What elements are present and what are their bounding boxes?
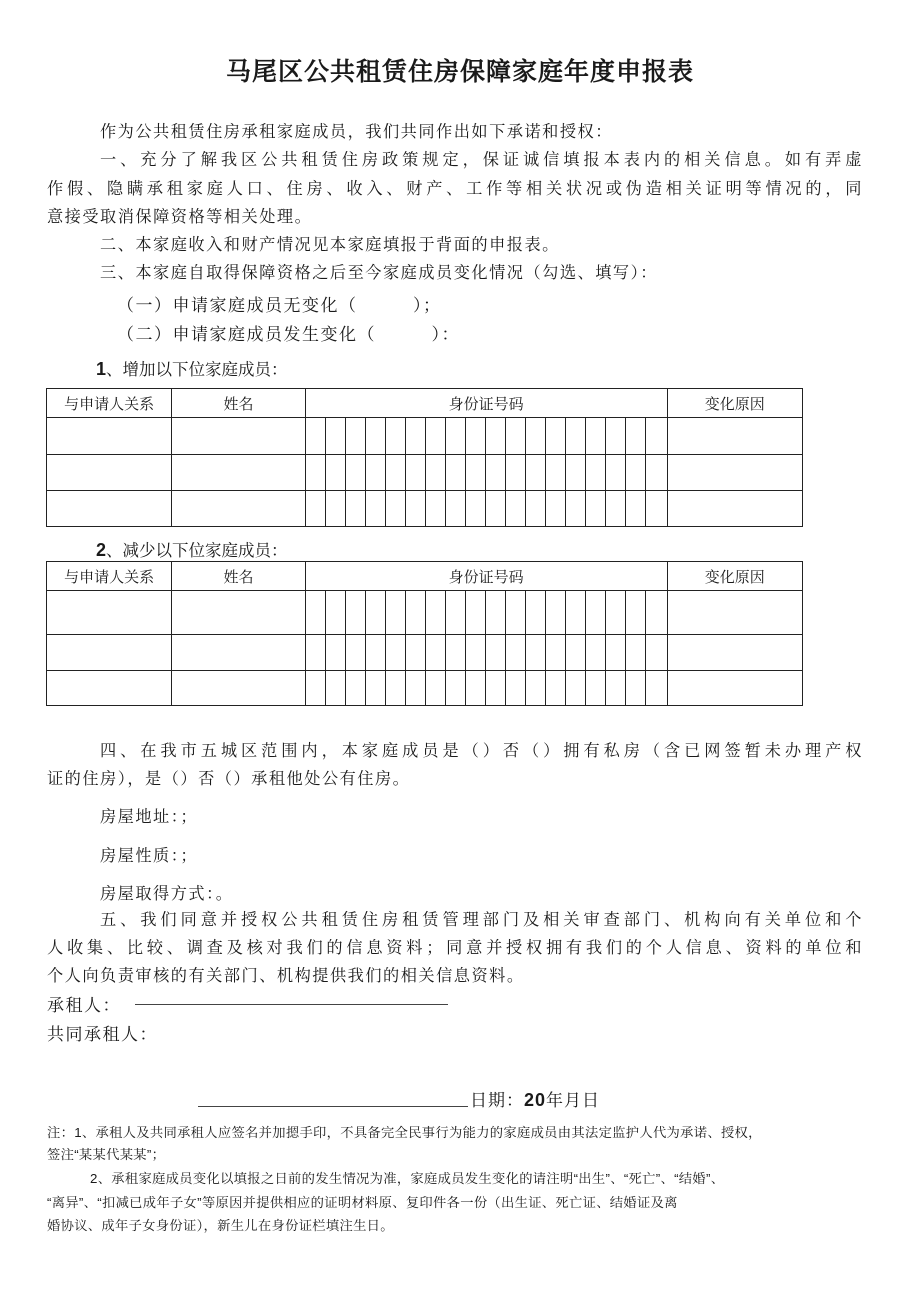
clause-4-line-1: 四、在我市五城区范围内，本家庭成员是（）否（）拥有私房（含已网签暂未办理产权 <box>100 741 863 760</box>
note-1-line-2: 签注“某某代某某”； <box>47 1147 166 1162</box>
id-digit-cell[interactable] <box>365 455 385 491</box>
id-digit-cell[interactable] <box>405 591 425 635</box>
note-2-line-1: 2、承租家庭成员变化以填报之日前的发生情况为准，家庭成员发生变化的请注明“出生”、“死亡”、“结婚”、 <box>90 1171 725 1186</box>
id-digit-cell[interactable] <box>506 635 526 671</box>
header-id-number: 身份证号码 <box>305 562 667 591</box>
note-1-line-1: 注：1、承租人及共同承租人应签名并加摁手印，不具备完全民事行为能力的家庭成员由其法定监护人代为承诺、授权， <box>47 1125 762 1140</box>
id-digit-cell[interactable] <box>506 591 526 635</box>
name-cell[interactable] <box>172 491 305 527</box>
relation-cell[interactable] <box>47 591 172 635</box>
id-digit-cell[interactable] <box>626 455 646 491</box>
id-digit-cell[interactable] <box>546 635 566 671</box>
id-digit-cell[interactable] <box>566 418 586 455</box>
clause-2-text: 二、本家庭收入和财产情况见本家庭填报于背面的申报表。 <box>100 235 560 254</box>
id-digit-cell[interactable] <box>566 635 586 671</box>
name-cell[interactable] <box>172 418 305 455</box>
id-digit-cell[interactable] <box>325 418 345 455</box>
id-digit-cell[interactable] <box>325 491 345 527</box>
id-digit-cell[interactable] <box>445 671 465 706</box>
id-digit-cell[interactable] <box>385 671 405 706</box>
id-digit-cell[interactable] <box>305 635 325 671</box>
name-cell[interactable] <box>172 591 305 635</box>
house-acquire-method[interactable]: 房屋取得方式：。 <box>100 884 234 903</box>
id-digit-cell[interactable] <box>566 491 586 527</box>
id-digit-cell[interactable] <box>606 491 626 527</box>
id-digit-cell[interactable] <box>385 491 405 527</box>
table-row[interactable] <box>47 591 803 635</box>
id-digit-cell[interactable] <box>345 491 365 527</box>
id-digit-cell[interactable] <box>506 455 526 491</box>
add-members-table <box>46 388 803 527</box>
id-digit-cell[interactable] <box>325 455 345 491</box>
id-digit-cell[interactable] <box>586 491 606 527</box>
header-relation: 与申请人关系 <box>47 562 172 591</box>
id-digit-cell[interactable] <box>506 491 526 527</box>
clause-5-line-1: 五、我们同意并授权公共租赁住房租赁管理部门及相关审查部门、机构向有关单位和个 <box>100 910 863 929</box>
id-digit-cell[interactable] <box>526 671 546 706</box>
header-name: 姓名 <box>172 389 305 418</box>
note-2-line-2: “离异”、“扣减已成年子女”等原因并提供相应的证明材料原、复印件各一份（出生证、死亡证、结婚证及离 <box>47 1195 678 1210</box>
change-reason-cell[interactable] <box>667 591 802 635</box>
date-field[interactable]: 日期：20年月日 <box>470 1090 601 1111</box>
id-digit-cell[interactable] <box>385 418 405 455</box>
id-digit-cell[interactable] <box>345 455 365 491</box>
option-changed[interactable]: （二）申请家庭成员发生变化（ ）： <box>117 325 460 345</box>
id-digit-cell[interactable] <box>546 491 566 527</box>
change-reason-cell[interactable] <box>667 455 802 491</box>
id-digit-cell[interactable] <box>586 591 606 635</box>
id-digit-cell[interactable] <box>526 591 546 635</box>
id-digit-cell[interactable] <box>646 591 667 635</box>
id-digit-cell[interactable] <box>586 455 606 491</box>
id-digit-cell[interactable] <box>466 418 486 455</box>
id-digit-cell[interactable] <box>526 418 546 455</box>
id-digit-cell[interactable] <box>405 418 425 455</box>
id-digit-cell[interactable] <box>586 635 606 671</box>
page-title: 马尾区公共租赁住房保障家庭年度申报表 <box>225 57 694 86</box>
id-digit-cell[interactable] <box>526 491 546 527</box>
id-digit-cell[interactable] <box>646 671 667 706</box>
id-digit-cell[interactable] <box>445 635 465 671</box>
id-digit-cell[interactable] <box>486 418 506 455</box>
id-digit-cell[interactable] <box>425 491 445 527</box>
clause-1-line-1: 一、充分了解我区公共租赁住房政策规定，保证诚信填报本表内的相关信息。如有弄虚 <box>100 150 863 169</box>
id-digit-cell[interactable] <box>466 591 486 635</box>
id-digit-cell[interactable] <box>606 635 626 671</box>
id-digit-cell[interactable] <box>305 491 325 527</box>
id-digit-cell[interactable] <box>486 671 506 706</box>
id-digit-cell[interactable] <box>425 635 445 671</box>
id-digit-cell[interactable] <box>425 455 445 491</box>
change-reason-cell[interactable] <box>667 491 802 527</box>
relation-cell[interactable] <box>47 455 172 491</box>
reduce-members-table <box>46 561 803 706</box>
id-digit-cell[interactable] <box>466 635 486 671</box>
name-cell[interactable] <box>172 455 305 491</box>
id-digit-cell[interactable] <box>466 671 486 706</box>
id-digit-cell[interactable] <box>606 455 626 491</box>
table-row[interactable] <box>47 455 803 491</box>
lessee-signature-line[interactable] <box>135 1004 448 1005</box>
id-digit-cell[interactable] <box>486 635 506 671</box>
relation-cell[interactable] <box>47 418 172 455</box>
clause-5-line-3: 个人向负责审核的有关部门、机构提供我们的相关信息资料。 <box>47 966 525 985</box>
table-row[interactable] <box>47 671 803 706</box>
id-digit-cell[interactable] <box>566 455 586 491</box>
id-digit-cell[interactable] <box>425 418 445 455</box>
id-digit-cell[interactable] <box>405 491 425 527</box>
id-digit-cell[interactable] <box>365 671 385 706</box>
id-digit-cell[interactable] <box>546 455 566 491</box>
clause-1-line-3: 意接受取消保障资格等相关处理。 <box>47 207 313 226</box>
id-digit-cell[interactable] <box>325 591 345 635</box>
id-digit-cell[interactable] <box>325 635 345 671</box>
id-digit-cell[interactable] <box>345 635 365 671</box>
id-digit-cell[interactable] <box>445 591 465 635</box>
relation-cell[interactable] <box>47 671 172 706</box>
id-digit-cell[interactable] <box>405 455 425 491</box>
id-digit-cell[interactable] <box>305 591 325 635</box>
header-name: 姓名 <box>172 562 305 591</box>
table-header-row <box>47 389 803 418</box>
section-add-members: 1、增加以下位家庭成员： <box>96 359 288 379</box>
id-digit-cell[interactable] <box>345 591 365 635</box>
id-digit-cell[interactable] <box>305 455 325 491</box>
header-change-reason: 变化原因 <box>667 562 802 591</box>
id-digit-cell[interactable] <box>365 635 385 671</box>
house-address[interactable]: 房屋地址：； <box>100 807 199 826</box>
id-digit-cell[interactable] <box>405 635 425 671</box>
id-digit-cell[interactable] <box>606 671 626 706</box>
id-digit-cell[interactable] <box>425 591 445 635</box>
id-digit-cell[interactable] <box>365 418 385 455</box>
id-digit-cell[interactable] <box>526 635 546 671</box>
id-digit-cell[interactable] <box>546 418 566 455</box>
id-digit-cell[interactable] <box>385 635 405 671</box>
change-reason-cell[interactable] <box>667 635 802 671</box>
id-digit-cell[interactable] <box>646 455 667 491</box>
table-row[interactable] <box>47 635 803 671</box>
id-digit-cell[interactable] <box>486 591 506 635</box>
clause-4-line-2: 证的住房），是（）否（）承租他处公有住房。 <box>47 769 411 788</box>
id-digit-cell[interactable] <box>646 635 667 671</box>
id-digit-cell[interactable] <box>445 455 465 491</box>
intro-text: 作为公共租赁住房承租家庭成员，我们共同作出如下承诺和授权： <box>100 122 613 141</box>
change-reason-cell[interactable] <box>667 418 802 455</box>
lessee-label: 承租人： <box>47 996 121 1016</box>
header-relation: 与申请人关系 <box>47 389 172 418</box>
id-digit-cell[interactable] <box>385 591 405 635</box>
co-lessee-label: 共同承租人： <box>47 1025 158 1045</box>
id-digit-cell[interactable] <box>345 671 365 706</box>
id-digit-cell[interactable] <box>646 418 667 455</box>
id-digit-cell[interactable] <box>365 591 385 635</box>
id-digit-cell[interactable] <box>445 491 465 527</box>
header-id-number: 身份证号码 <box>305 389 667 418</box>
clause-1-line-2: 作假、隐瞒承租家庭人口、住房、收入、财产、工作等相关状况或伪造相关证明等情况的，同 <box>47 179 863 198</box>
id-digit-cell[interactable] <box>526 455 546 491</box>
section-reduce-members: 2、减少以下位家庭成员： <box>96 540 288 560</box>
id-digit-cell[interactable] <box>586 418 606 455</box>
header-change-reason: 变化原因 <box>667 389 802 418</box>
id-digit-cell[interactable] <box>626 491 646 527</box>
id-digit-cell[interactable] <box>466 455 486 491</box>
id-digit-cell[interactable] <box>566 591 586 635</box>
relation-cell[interactable] <box>47 635 172 671</box>
id-digit-cell[interactable] <box>365 491 385 527</box>
id-digit-cell[interactable] <box>626 418 646 455</box>
id-digit-cell[interactable] <box>606 418 626 455</box>
id-digit-cell[interactable] <box>546 591 566 635</box>
clause-3-text: 三、本家庭自取得保障资格之后至今家庭成员变化情况（勾选、填写）： <box>100 263 658 282</box>
id-digit-cell[interactable] <box>646 491 667 527</box>
id-digit-cell[interactable] <box>466 491 486 527</box>
id-digit-cell[interactable] <box>305 418 325 455</box>
id-digit-cell[interactable] <box>385 455 405 491</box>
id-digit-cell[interactable] <box>506 671 526 706</box>
id-digit-cell[interactable] <box>586 671 606 706</box>
name-cell[interactable] <box>172 671 305 706</box>
id-digit-cell[interactable] <box>345 418 365 455</box>
id-digit-cell[interactable] <box>566 671 586 706</box>
table-row[interactable] <box>47 491 803 527</box>
relation-cell[interactable] <box>47 491 172 527</box>
table-row[interactable] <box>47 418 803 455</box>
clause-5-line-2: 人收集、比较、调查及核对我们的信息资料；同意并授权拥有我们的个人信息、资料的单位和 <box>47 938 863 957</box>
id-digit-cell[interactable] <box>405 671 425 706</box>
note-2-line-3: 婚协议、成年子女身份证），新生儿在身份证栏填注生日。 <box>47 1218 394 1233</box>
id-digit-cell[interactable] <box>506 418 526 455</box>
id-digit-cell[interactable] <box>606 591 626 635</box>
table-header-row <box>47 562 803 591</box>
change-reason-cell[interactable] <box>667 671 802 706</box>
id-digit-cell[interactable] <box>305 671 325 706</box>
id-digit-cell[interactable] <box>626 635 646 671</box>
name-cell[interactable] <box>172 635 305 671</box>
id-digit-cell[interactable] <box>425 671 445 706</box>
id-digit-cell[interactable] <box>626 671 646 706</box>
id-digit-cell[interactable] <box>325 671 345 706</box>
option-no-change[interactable]: （一）申请家庭成员无变化（ ）； <box>117 296 442 316</box>
id-digit-cell[interactable] <box>626 591 646 635</box>
id-digit-cell[interactable] <box>486 491 506 527</box>
co-lessee-signature-line[interactable] <box>198 1106 468 1107</box>
id-digit-cell[interactable] <box>486 455 506 491</box>
id-digit-cell[interactable] <box>546 671 566 706</box>
house-nature[interactable]: 房屋性质：； <box>100 846 199 865</box>
id-digit-cell[interactable] <box>445 418 465 455</box>
